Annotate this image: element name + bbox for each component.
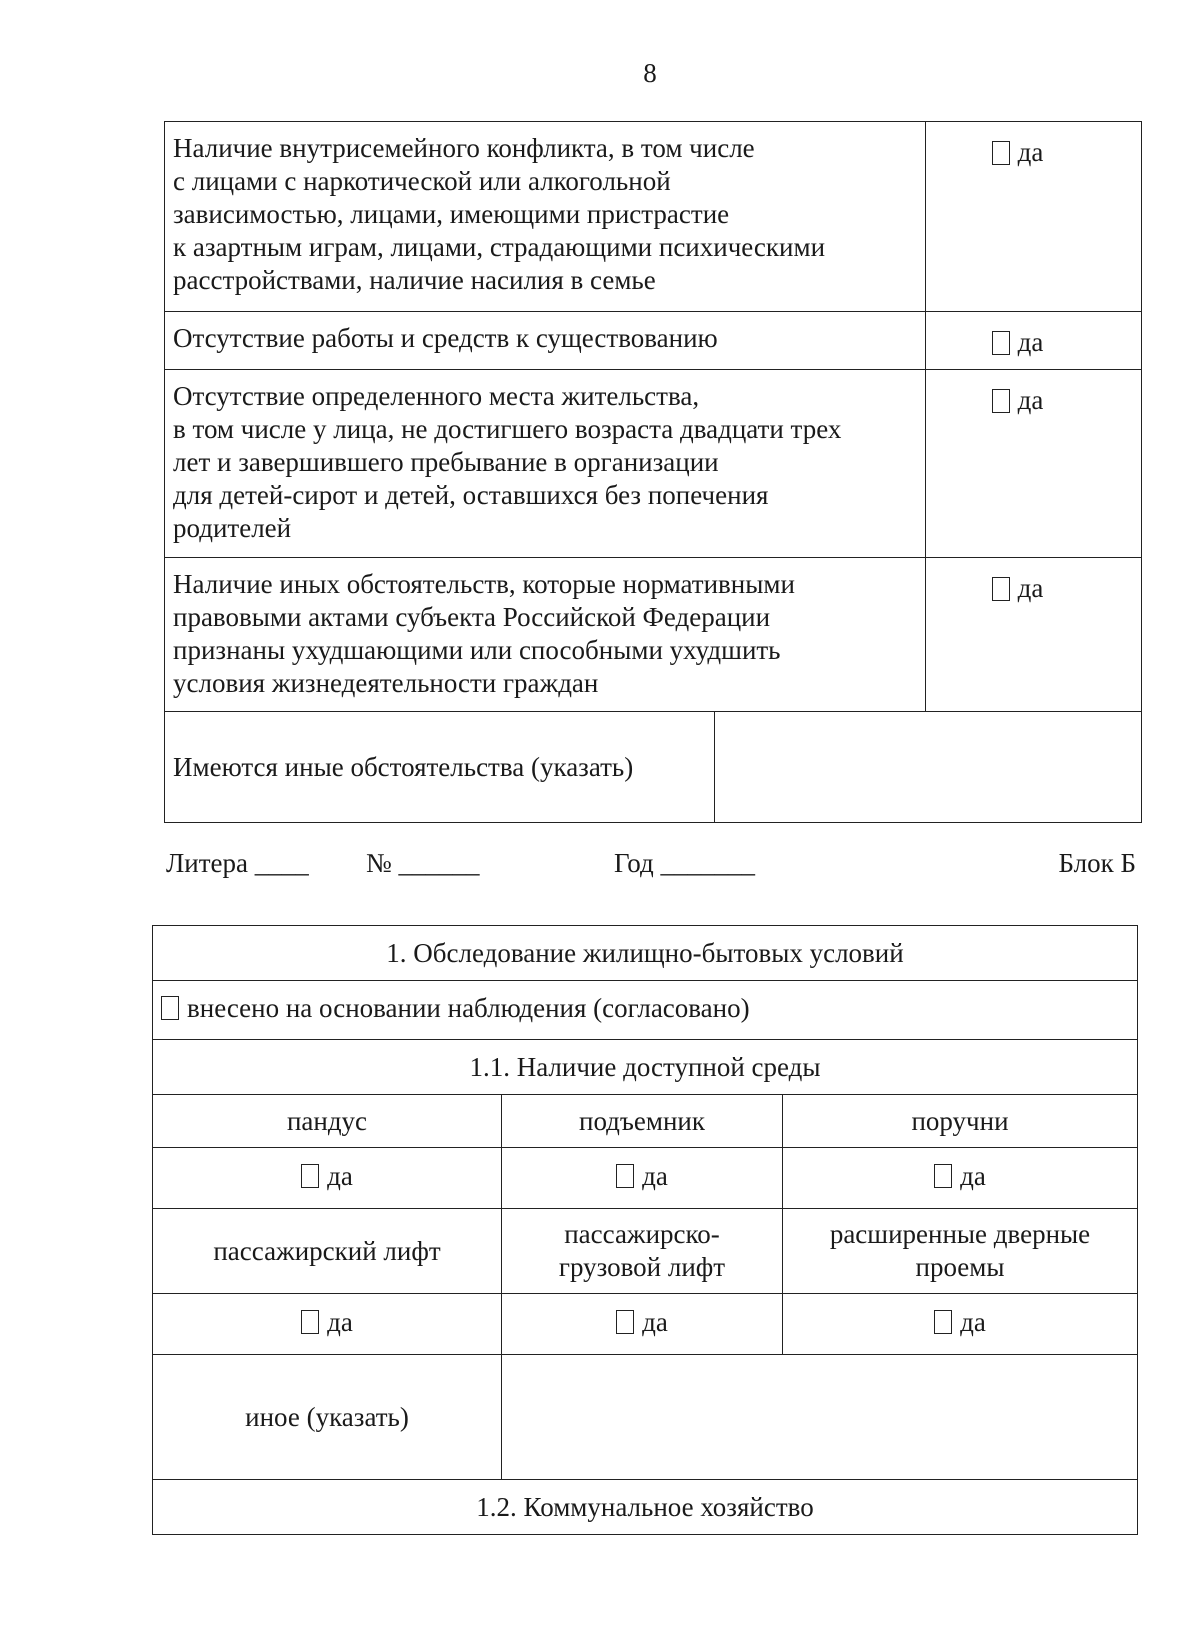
feature-label: пандус bbox=[153, 1095, 502, 1148]
checkbox-label: да bbox=[1017, 573, 1044, 603]
checkbox-icon[interactable] bbox=[934, 1164, 952, 1188]
checkbox-label: да bbox=[642, 1306, 668, 1337]
subsection-title: 1.1. Наличие доступной среды bbox=[153, 1040, 1138, 1095]
checkbox-label: да bbox=[642, 1160, 668, 1191]
checkbox-icon[interactable] bbox=[934, 1310, 952, 1334]
checkbox-label: да bbox=[960, 1306, 986, 1337]
year-field[interactable]: Год _______ bbox=[614, 848, 755, 878]
table-row bbox=[153, 1040, 1138, 1095]
litera-field[interactable]: Литера ____ bbox=[166, 848, 309, 878]
checkbox-cell[interactable] bbox=[925, 558, 1141, 712]
checkbox-icon[interactable] bbox=[992, 577, 1010, 601]
checkbox-label: да bbox=[1017, 385, 1044, 415]
feature-label: расширенные дверные проемы bbox=[783, 1209, 1138, 1294]
checkbox-label: да bbox=[960, 1160, 986, 1191]
feature-label: подъемник bbox=[502, 1095, 783, 1148]
table-row bbox=[165, 712, 1142, 823]
table-row bbox=[153, 1480, 1138, 1535]
checkbox-icon[interactable] bbox=[992, 331, 1010, 355]
circumstance-text: Отсутствие определенного места жительства, в том числе у лица, не достигшего возраста двадцати трех лет и завершившего пребывание в организации для детей-сирот и детей, оставшихся без попечения родителей bbox=[165, 370, 926, 558]
table-row bbox=[165, 122, 1142, 312]
table-row bbox=[153, 926, 1138, 981]
checkbox-cell[interactable] bbox=[502, 1148, 783, 1209]
table-row bbox=[153, 1355, 1138, 1480]
checkbox-cell[interactable] bbox=[783, 1294, 1138, 1355]
table-row bbox=[153, 1148, 1138, 1209]
checkbox-icon[interactable] bbox=[301, 1310, 319, 1334]
circumstances-table bbox=[164, 121, 1142, 823]
checkbox-cell[interactable] bbox=[925, 370, 1141, 558]
checkbox-label: да bbox=[1017, 327, 1044, 357]
checkbox-icon[interactable] bbox=[161, 996, 179, 1020]
circumstance-text: Отсутствие работы и средств к существованию bbox=[165, 312, 926, 370]
checkbox-label: да bbox=[327, 1306, 353, 1337]
checkbox-cell[interactable] bbox=[783, 1148, 1138, 1209]
table-row bbox=[153, 981, 1138, 1040]
meta-row bbox=[166, 848, 1136, 888]
housing-survey-table bbox=[152, 925, 1138, 1535]
other-circumstances-field[interactable] bbox=[715, 712, 1141, 822]
table-row bbox=[165, 558, 1142, 712]
checkbox-label: да bbox=[1017, 137, 1044, 167]
table-row bbox=[153, 1209, 1138, 1294]
checkbox-cell[interactable] bbox=[153, 1148, 502, 1209]
checkbox-icon[interactable] bbox=[992, 141, 1010, 165]
observed-note: внесено на основании наблюдения (согласовано) bbox=[187, 992, 750, 1023]
checkbox-icon[interactable] bbox=[992, 389, 1010, 413]
checkbox-cell[interactable] bbox=[502, 1294, 783, 1355]
checkbox-cell[interactable] bbox=[153, 1294, 502, 1355]
page-number: 8 bbox=[643, 58, 657, 88]
block-label: Блок Б bbox=[1058, 848, 1136, 878]
table-row bbox=[165, 312, 1142, 370]
circumstance-text: Наличие иных обстоятельств, которые нормативными правовыми актами субъекта Российской Федерации признаны ухудшающими или способными ухудшить условия жизнедеятельности граждан bbox=[165, 558, 926, 712]
table-row bbox=[153, 1294, 1138, 1355]
checkbox-cell[interactable] bbox=[925, 312, 1141, 370]
circumstance-text: Наличие внутрисемейного конфликта, в том числе с лицами с наркотической или алкогольной зависимостью, лицами, имеющими пристрастие к азартным играм, лицами, страдающими психическими расстройствами, наличие насилия в семье bbox=[165, 122, 926, 312]
other-label: иное (указать) bbox=[153, 1355, 502, 1480]
table-row bbox=[165, 370, 1142, 558]
other-field[interactable] bbox=[502, 1355, 1138, 1480]
feature-label: поручни bbox=[783, 1095, 1138, 1148]
checkbox-cell[interactable] bbox=[925, 122, 1141, 312]
observed-checkbox-cell[interactable] bbox=[153, 981, 1138, 1040]
table-row bbox=[153, 1095, 1138, 1148]
checkbox-icon[interactable] bbox=[616, 1164, 634, 1188]
feature-label: пассажирско- грузовой лифт bbox=[502, 1209, 783, 1294]
checkbox-icon[interactable] bbox=[616, 1310, 634, 1334]
subsection-title: 1.2. Коммунальное хозяйство bbox=[153, 1480, 1138, 1535]
checkbox-icon[interactable] bbox=[301, 1164, 319, 1188]
other-circumstances-label: Имеются иные обстоятельства (указать) bbox=[165, 712, 715, 822]
number-field[interactable]: № ______ bbox=[366, 848, 480, 878]
checkbox-label: да bbox=[327, 1160, 353, 1191]
section-title: 1. Обследование жилищно-бытовых условий bbox=[153, 926, 1138, 981]
feature-label: пассажирский лифт bbox=[153, 1209, 502, 1294]
